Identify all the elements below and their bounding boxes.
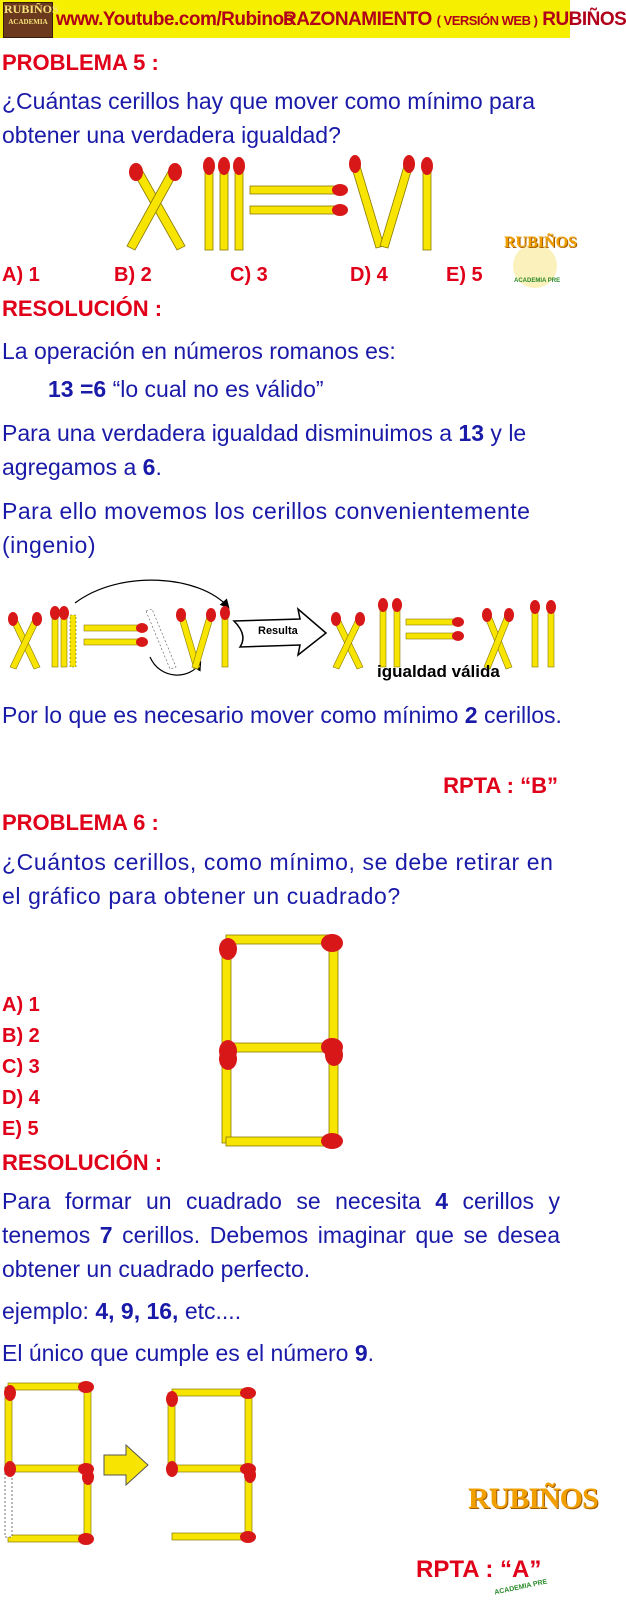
p1-text-c: y le agregamos a [2, 420, 527, 480]
logo-line2: ACADEMIA [8, 18, 48, 26]
p1-text-a: Para una verdadera igualdad disminuimos a [2, 420, 459, 446]
stamp-text: RUBIÑOS [504, 234, 577, 251]
problem6-title: PROBLEMA 6 : [2, 810, 159, 835]
only-text-c: . [367, 1340, 375, 1366]
p5-paragraph3 [2, 698, 562, 732]
stamp2-sub: ACADEMIA PRE [493, 1578, 548, 1597]
equation-note: “lo cual no es válido” [106, 376, 324, 402]
p6-conclusion [2, 1336, 374, 1370]
only-text-a: El único que cumple es el número [2, 1340, 355, 1366]
p3-text-a: Por lo que es necesario mover como mínimo [2, 702, 465, 728]
p5-option-e: E) 5 [446, 264, 483, 286]
p6-resolution-title: RESOLUCIÓN : [2, 1150, 163, 1175]
p6-matchstick-eight [210, 925, 350, 1155]
header-brand: RUBIÑOS [542, 9, 626, 30]
p5-paragraph2: Para ello movemos los cerillos convenientemente (ingenio) [2, 498, 531, 558]
site-brand: Rubinos [221, 9, 294, 30]
p6-example [2, 1294, 241, 1328]
header-site[interactable] [56, 9, 294, 31]
p5-option-b: B) 2 [114, 264, 152, 286]
r1-text-a: Para formar un cuadrado se necesita [2, 1188, 436, 1214]
ex-text-c: etc.... [178, 1298, 242, 1324]
p5-option-a: A) 1 [2, 264, 40, 286]
p3-text-c: cerillos. [477, 702, 562, 728]
r1-num-4: 4 [435, 1188, 449, 1214]
p6-option-a: A) 1 [2, 994, 40, 1016]
p6-option-d: D) 4 [2, 1087, 40, 1109]
only-num: 9 [354, 1340, 368, 1366]
p6-solution-figure [0, 1375, 280, 1590]
valid-label: igualdad válida [377, 662, 500, 681]
problem5-title: PROBLEMA 5 : [2, 50, 159, 75]
stamp-sub: ACADEMIA PRE [514, 278, 561, 284]
p6-option-c: C) 3 [2, 1056, 40, 1078]
equation-values: 13 =6 [48, 376, 107, 402]
p5-option-c: C) 3 [230, 264, 268, 286]
r1-text-c: cerillos y tenemos [2, 1188, 560, 1248]
academy-stamp-1 [500, 228, 577, 298]
academy-stamp-2 [466, 1478, 598, 1548]
course-version: ( VERSIÓN WEB ) [436, 13, 538, 28]
p3-num: 2 [464, 702, 478, 728]
p5-resolution-title: RESOLUCIÓN : [2, 296, 163, 321]
p6-res-paragraph [2, 1184, 560, 1286]
header-course [283, 9, 626, 31]
r1-text-e: cerillos. Debemos imaginar que se desea obtener un cuadrado perfecto. [2, 1222, 560, 1282]
p5-paragraph1 [2, 416, 562, 484]
problem5-matchstick-figure [0, 150, 570, 255]
stamp2-text: RUBIÑOS [468, 1482, 598, 1515]
p5-answer: RPTA : “B” [443, 773, 558, 798]
p6-option-b: B) 2 [2, 1025, 40, 1047]
ex-text-a: ejemplo: [2, 1298, 96, 1324]
logo [3, 2, 59, 38]
p1-text-e: . [155, 454, 162, 480]
site-url: www.Youtube.com/ [56, 9, 222, 30]
p1-num-6: 6 [142, 454, 156, 480]
p5-option-d: D) 4 [350, 264, 388, 286]
p5-res-line1: La operación en números romanos es: [2, 338, 396, 364]
logo-line1: RUBIÑOS [4, 2, 59, 16]
problem6-question: ¿Cuántos cerillos, como mínimo, se debe retirar en el gráfico para obtener un cuadrado? [2, 849, 554, 909]
p1-num-13: 13 [458, 420, 485, 446]
p5-equation [48, 372, 324, 406]
problem5-question: ¿Cuántas cerillos hay que mover como mínimo para obtener una verdadera igualdad? [2, 88, 536, 148]
course-name: RAZONAMIENTO [283, 9, 432, 30]
p6-answer: RPTA : “A” [416, 1556, 542, 1583]
p6-option-e: E) 5 [2, 1118, 39, 1140]
ex-numbers: 4, 9, 16, [95, 1298, 179, 1324]
resulta-label: Resulta [258, 625, 298, 637]
r1-num-7: 7 [99, 1222, 113, 1248]
